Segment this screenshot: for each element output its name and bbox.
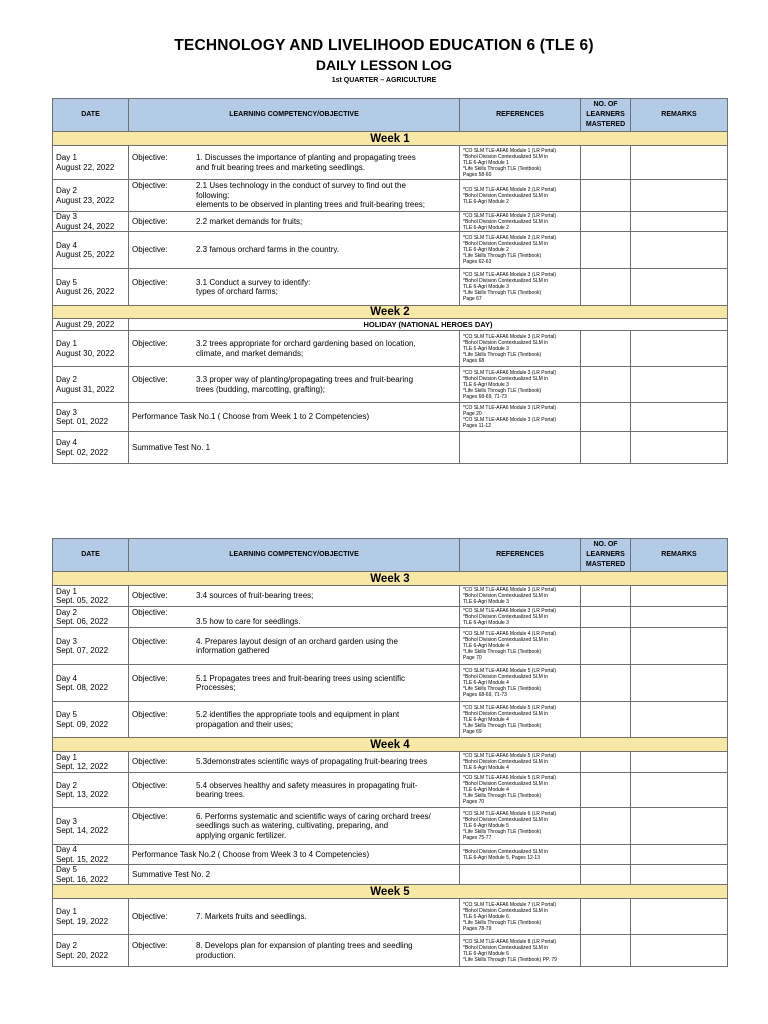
remarks-cell	[631, 865, 728, 885]
remarks-cell	[631, 773, 728, 808]
objective-text: 3.3 proper way of planting/propagating trees and fruit-bearing trees (budding, marcotting, grafting);	[196, 375, 414, 394]
day-label: Day 5	[56, 710, 77, 719]
objective-label: Objective:	[132, 780, 168, 790]
remarks-cell	[631, 212, 728, 232]
remarks-cell	[631, 935, 728, 967]
lesson-row	[53, 403, 728, 432]
date-cell	[53, 269, 129, 306]
date-label: Sept. 13, 2022	[56, 790, 109, 799]
week-row	[53, 885, 728, 899]
day-label: Day 3	[56, 816, 77, 826]
remarks-cell	[631, 665, 728, 702]
remarks-cell	[631, 808, 728, 845]
mastered-cell	[581, 403, 631, 432]
day-label: Day 1	[56, 586, 77, 596]
references-cell: *CO SLM TLE-AFA6 Module 1 (LR Portal) *Bohol Division Contextualized SLM in TLE 6-Agri Module 1 *Life Skills Through TLE (Textbook) Pages 58-60	[460, 146, 581, 180]
date-cell	[53, 628, 129, 665]
date-label: Sept. 12, 2022	[56, 762, 109, 771]
objective-label: Objective:	[132, 757, 168, 767]
references-cell: *CO SLM TLE-AFA6 Module 2 (LR Portal) *Bohol Division Contextualized SLM in TLE 6-Agri Module 2 *Life Skills Through TLE (Textbook) Pages 62-63	[460, 232, 581, 269]
col-mastered: NO. OF LEARNERS MASTERED	[581, 539, 631, 572]
day-label: Day 4	[56, 438, 77, 447]
objective-text: 2.1 Uses technology in the conduct of survey to find out the following: elements to be observed in planting trees and fruit-bearing trees;	[196, 181, 426, 210]
mastered-cell	[581, 773, 631, 808]
day-label: Day 1	[56, 752, 77, 762]
week-row	[53, 738, 728, 752]
objective-text: 5.3demonstrates scientific ways of propagating fruit-bearing trees	[196, 757, 428, 767]
lesson-row	[53, 432, 728, 464]
objective-text: 3.2 trees appropriate for orchard gardening based on location, climate, and market demands;	[196, 339, 416, 358]
table-header-row	[53, 539, 728, 572]
week-row	[53, 132, 728, 146]
references-cell	[460, 865, 581, 885]
lesson-row	[53, 269, 728, 306]
references-cell: *CO SLM TLE-AFA6 Module 5 (LR Portal) *Bohol Division Contextualized SLM in TLE 6-Agri Module 4 *Life Skills Through TLE (Textbook) Pages 68-69, 71-73	[460, 665, 581, 702]
competency-cell	[129, 146, 460, 180]
date-cell	[53, 935, 129, 967]
remarks-cell	[631, 180, 728, 212]
week-label: Week 5	[53, 885, 728, 899]
day-label: Day 3	[56, 407, 77, 417]
task-text: Performance Task No.2 ( Choose from Week 3 to 4 Competencies)	[132, 849, 370, 859]
remarks-cell	[631, 628, 728, 665]
lesson-log-table-1	[52, 98, 728, 464]
col-mastered: NO. OF LEARNERS MASTERED	[581, 99, 631, 132]
task-text: Performance Task No.1 ( Choose from Week 1 to 2 Competencies)	[132, 412, 370, 422]
date-cell	[53, 845, 129, 865]
day-label: Day 3	[56, 636, 77, 646]
competency-cell	[129, 865, 460, 885]
remarks-cell	[631, 331, 728, 367]
lesson-row	[53, 607, 728, 628]
lesson-row	[53, 845, 728, 865]
date-cell	[53, 773, 129, 808]
day-label: Day 4	[56, 240, 77, 250]
day-label: Day 2	[56, 375, 77, 384]
objective-text: 3.1 Conduct a survey to identify: types of orchard farms;	[196, 277, 311, 296]
mastered-cell	[581, 180, 631, 212]
col-date: DATE	[53, 539, 129, 572]
date-cell	[53, 146, 129, 180]
lesson-row	[53, 146, 728, 180]
mastered-cell	[581, 432, 631, 464]
mastered-cell	[581, 212, 631, 232]
mastered-cell	[581, 331, 631, 367]
objective-label: Objective:	[132, 277, 168, 287]
remarks-cell	[631, 232, 728, 269]
lesson-row	[53, 628, 728, 665]
lesson-row	[53, 212, 728, 232]
lesson-row	[53, 808, 728, 845]
holiday-row	[53, 319, 728, 331]
competency-cell	[129, 269, 460, 306]
mastered-cell	[581, 146, 631, 180]
references-cell: *CO SLM TLE-AFA6 Module 5 (LR Portal) *Bohol Division Contextualized SLM in TLE 6-Agri Module 4 *Life Skills Through TLE (Textbook) Pages 70	[460, 773, 581, 808]
objective-text: 5.4 observes healthy and safety measures in propagating fruit- bearing trees.	[196, 780, 418, 799]
objective-label: Objective:	[132, 245, 168, 255]
objective-text: 2.2 market demands for fruits;	[196, 216, 303, 226]
date-cell	[53, 752, 129, 773]
objective-text: 5.2 identifies the appropriate tools and equipment in plant propagation and their uses;	[196, 710, 400, 729]
mastered-cell	[581, 232, 631, 269]
references-cell: *CO SLM TLE-AFA6 Module 3 (LR Portal) *Bohol Division Contextualized SLM in TLE 6-Agri Module 3 *Life Skills Through TLE (Textbook) Page 67	[460, 269, 581, 306]
competency-cell	[129, 367, 460, 403]
week-label: Week 2	[53, 306, 728, 319]
competency-cell	[129, 586, 460, 607]
date-cell	[53, 432, 129, 464]
mastered-cell	[581, 586, 631, 607]
objective-text: 2.3 famous orchard farms in the country.	[196, 245, 340, 255]
col-competency: LEARNING COMPETENCY/OBJECTIVE	[129, 99, 460, 132]
lesson-row	[53, 773, 728, 808]
date-label: Sept. 06, 2022	[56, 617, 109, 626]
references-cell	[460, 432, 581, 464]
references-cell: *CO SLM TLE-AFA6 Module 3 (LR Portal) Page 20 *CO SLM TLE-AFA6 Module 3 (LR Portal) Pages 11-12	[460, 403, 581, 432]
competency-cell	[129, 752, 460, 773]
mastered-cell	[581, 665, 631, 702]
lesson-log-table-2	[52, 538, 728, 967]
date-cell	[53, 665, 129, 702]
objective-label: Objective:	[132, 375, 168, 384]
references-cell: *Bohol Division Contextualized SLM in TLE 6-Agri Module 5, Pages 12-13	[460, 845, 581, 865]
lesson-row	[53, 180, 728, 212]
day-label: Day 4	[56, 845, 77, 854]
day-label: Day 3	[56, 212, 77, 221]
day-label: Day 4	[56, 673, 77, 683]
objective-label: Objective:	[132, 153, 168, 162]
week-row	[53, 572, 728, 586]
references-cell: *CO SLM TLE-AFA6 Module 5 (LR Portal) *Bohol Division Contextualized SLM in TLE 6-Agri Module 4	[460, 752, 581, 773]
objective-text: 5.1 Propagates trees and fruit-bearing trees using scientific Processes;	[196, 673, 406, 692]
remarks-cell	[631, 845, 728, 865]
day-label: Day 2	[56, 186, 77, 195]
day-label: Day 5	[56, 277, 77, 287]
task-text: Summative Test No. 1	[132, 442, 211, 452]
date-label: Sept. 16, 2022	[56, 874, 109, 884]
date-label: Sept. 08, 2022	[56, 683, 109, 692]
references-cell: *CO SLM TLE-AFA6 Module 2 (LR Portal) *Bohol Division Contextualized SLM in TLE 6-Agri Module 2	[460, 212, 581, 232]
week-row	[53, 306, 728, 319]
competency-cell	[129, 773, 460, 808]
remarks-cell	[631, 269, 728, 306]
remarks-cell	[631, 586, 728, 607]
date-cell	[53, 607, 129, 628]
remarks-cell	[631, 367, 728, 403]
task-text: Summative Test No. 2	[132, 869, 211, 879]
references-cell: *CO SLM TLE-AFA6 Module 3 (LR Portal) *Bohol Division Contextualized SLM in TLE 6-Agri Module 3 *Life Skills Through TLE (Textbook) Pages 68	[460, 331, 581, 367]
references-cell: *CO SLM TLE-AFA6 Module 3 (LR Portal) *Bohol Division Contextualized SLM in TLE 6-Agri Module 3	[460, 586, 581, 607]
objective-label: Objective:	[132, 911, 168, 921]
competency-cell	[129, 180, 460, 212]
remarks-cell	[631, 403, 728, 432]
holiday-label: HOLIDAY (NATIONAL HEROES DAY)	[129, 319, 728, 331]
references-cell: *CO SLM TLE-AFA6 Module 8 (LR Portal) *Bohol Division Contextualized SLM in TLE 6-Agri Module 6 *Life Skills Through TLE (Textbook) PP. 79	[460, 935, 581, 967]
date-label: Sept. 19, 2022	[56, 916, 109, 926]
objective-label: Objective:	[132, 591, 168, 601]
objective-text: 6. Performs systematic and scientific ways of caring orchard trees/ seedlings such as watering, cultivating, preparing, and applying organic fertilizer.	[196, 811, 431, 840]
objective-label: Objective:	[132, 710, 168, 719]
objective-label: Objective:	[132, 636, 168, 646]
objective-label: Objective:	[132, 811, 168, 821]
day-label: Day 2	[56, 607, 77, 617]
competency-cell	[129, 331, 460, 367]
remarks-cell	[631, 752, 728, 773]
competency-cell	[129, 432, 460, 464]
objective-text: 4. Prepares layout design of an orchard garden using the information gathered	[196, 636, 398, 655]
date-label: Sept. 01, 2022	[56, 417, 109, 426]
date-cell	[53, 180, 129, 212]
competency-cell	[129, 935, 460, 967]
date-cell	[53, 331, 129, 367]
lesson-row	[53, 586, 728, 607]
objective-label: Objective:	[132, 339, 168, 348]
competency-cell	[129, 808, 460, 845]
objective-label: Objective:	[132, 181, 168, 191]
date-label: August 24, 2022	[56, 221, 115, 231]
date-label: Sept. 02, 2022	[56, 447, 109, 457]
col-competency: LEARNING COMPETENCY/OBJECTIVE	[129, 539, 460, 572]
col-references: REFERENCES	[460, 539, 581, 572]
remarks-cell	[631, 702, 728, 738]
col-references: REFERENCES	[460, 99, 581, 132]
remarks-cell	[631, 899, 728, 935]
references-cell: *CO SLM TLE-AFA6 Module 3 (LR Portal) *Bohol Division Contextualized SLM in TLE 6-Agri Module 3	[460, 607, 581, 628]
mastered-cell	[581, 865, 631, 885]
date-label: Sept. 15, 2022	[56, 854, 109, 864]
remarks-cell	[631, 432, 728, 464]
mastered-cell	[581, 845, 631, 865]
objective-label: Objective:	[132, 607, 168, 617]
quarter-label: 1st QUARTER – AGRICULTURE	[331, 77, 437, 84]
week-label: Week 3	[53, 572, 728, 586]
date-cell	[53, 212, 129, 232]
remarks-cell	[631, 146, 728, 180]
references-cell: *CO SLM TLE-AFA6 Module 5 (LR Portal) *Bohol Division Contextualized SLM in TLE 6-Agri Module 4 *Life Skills Through TLE (Textbook) Page 69	[460, 702, 581, 738]
mastered-cell	[581, 607, 631, 628]
references-cell: *CO SLM TLE-AFA6 Module 7 (LR Portal) *Bohol Division Contextualized SLM in TLE 6-Agri Module 6 *Life Skills Through TLE (Textbook) Pages 78-79	[460, 899, 581, 935]
lesson-row	[53, 331, 728, 367]
mastered-cell	[581, 808, 631, 845]
competency-cell	[129, 899, 460, 935]
date-cell	[53, 808, 129, 845]
table-header-row	[53, 99, 728, 132]
day-label: Day 2	[56, 941, 77, 950]
date-cell	[53, 232, 129, 269]
lesson-row	[53, 752, 728, 773]
objective-label: Objective:	[132, 941, 168, 950]
lesson-row	[53, 367, 728, 403]
lesson-row	[53, 899, 728, 935]
date-label: Sept. 07, 2022	[56, 646, 109, 655]
day-label: Day 5	[56, 865, 77, 874]
week-label: Week 1	[53, 132, 728, 146]
holiday-date: August 29, 2022	[53, 319, 129, 331]
references-cell: *CO SLM TLE-AFA6 Module 4 (LR Portal) *Bohol Division Contextualized SLM in TLE 6-Agri Module 4 *Life Skills Through TLE (Textbook) Page 70	[460, 628, 581, 665]
mastered-cell	[581, 752, 631, 773]
day-label: Day 1	[56, 153, 77, 162]
references-cell: *CO SLM TLE-AFA6 Module 6 (LR Portal) *Bohol Division Contextualized SLM in TLE 6-Agri Module 5 *Life Skills Through TLE (Textbook) Pages 75-77	[460, 808, 581, 845]
references-cell: *CO SLM TLE-AFA6 Module 2 (LR Portal) *Bohol Division Contextualized SLM in TLE 6-Agri Module 2	[460, 180, 581, 212]
date-cell	[53, 702, 129, 738]
document-title: TECHNOLOGY AND LIVELIHOOD EDUCATION 6 (TLE 6)	[174, 37, 594, 54]
mastered-cell	[581, 935, 631, 967]
lesson-row	[53, 232, 728, 269]
date-label: Sept. 09, 2022	[56, 719, 109, 729]
objective-label: Objective:	[132, 216, 168, 226]
date-label: August 26, 2022	[56, 287, 115, 296]
mastered-cell	[581, 269, 631, 306]
day-label: Day 1	[56, 339, 77, 348]
document-subtitle: DAILY LESSON LOG	[315, 57, 453, 73]
day-label: Day 2	[56, 780, 77, 790]
lesson-row	[53, 665, 728, 702]
col-remarks: REMARKS	[631, 539, 728, 572]
date-label: August 25, 2022	[56, 250, 115, 259]
objective-text: 8. Develops plan for expansion of planting trees and seedling production.	[196, 941, 413, 960]
objective-text: 1. Discusses the importance of planting and propagating trees and fruit bearing trees and marketing seedlings.	[196, 153, 416, 172]
objective-text: 7. Markets fruits and seedlings.	[196, 911, 307, 921]
competency-cell	[129, 845, 460, 865]
mastered-cell	[581, 899, 631, 935]
competency-cell	[129, 403, 460, 432]
competency-cell	[129, 628, 460, 665]
competency-cell	[129, 232, 460, 269]
competency-cell	[129, 212, 460, 232]
competency-cell	[129, 665, 460, 702]
objective-text: 3.4 sources of fruit-bearing trees;	[196, 591, 314, 601]
lesson-row	[53, 702, 728, 738]
day-label: Day 1	[56, 907, 77, 916]
date-cell	[53, 865, 129, 885]
mastered-cell	[581, 367, 631, 403]
competency-cell	[129, 702, 460, 738]
date-cell	[53, 899, 129, 935]
date-label: Sept. 05, 2022	[56, 596, 109, 605]
lesson-row	[53, 865, 728, 885]
mastered-cell	[581, 702, 631, 738]
references-cell: *CO SLM TLE-AFA6 Module 3 (LR Portal) *Bohol Division Contextualized SLM in TLE 6-Agri Module 3 *Life Skills Through TLE (Textbook) Pages 68-69, 71-73	[460, 367, 581, 403]
lesson-row	[53, 935, 728, 967]
date-label: August 30, 2022	[56, 348, 115, 358]
competency-cell	[129, 607, 460, 628]
date-label: Sept. 20, 2022	[56, 950, 109, 960]
date-label: August 31, 2022	[56, 384, 115, 394]
col-remarks: REMARKS	[631, 99, 728, 132]
objective-text: 3.5 how to care for seedlings.	[196, 617, 301, 626]
objective-label: Objective:	[132, 673, 168, 683]
date-label: Sept. 14, 2022	[56, 826, 109, 835]
date-cell	[53, 586, 129, 607]
date-cell	[53, 367, 129, 403]
week-label: Week 4	[53, 738, 728, 752]
date-label: August 23, 2022	[56, 195, 115, 205]
col-date: DATE	[53, 99, 129, 132]
remarks-cell	[631, 607, 728, 628]
date-cell	[53, 403, 129, 432]
mastered-cell	[581, 628, 631, 665]
date-label: August 22, 2022	[56, 162, 115, 172]
